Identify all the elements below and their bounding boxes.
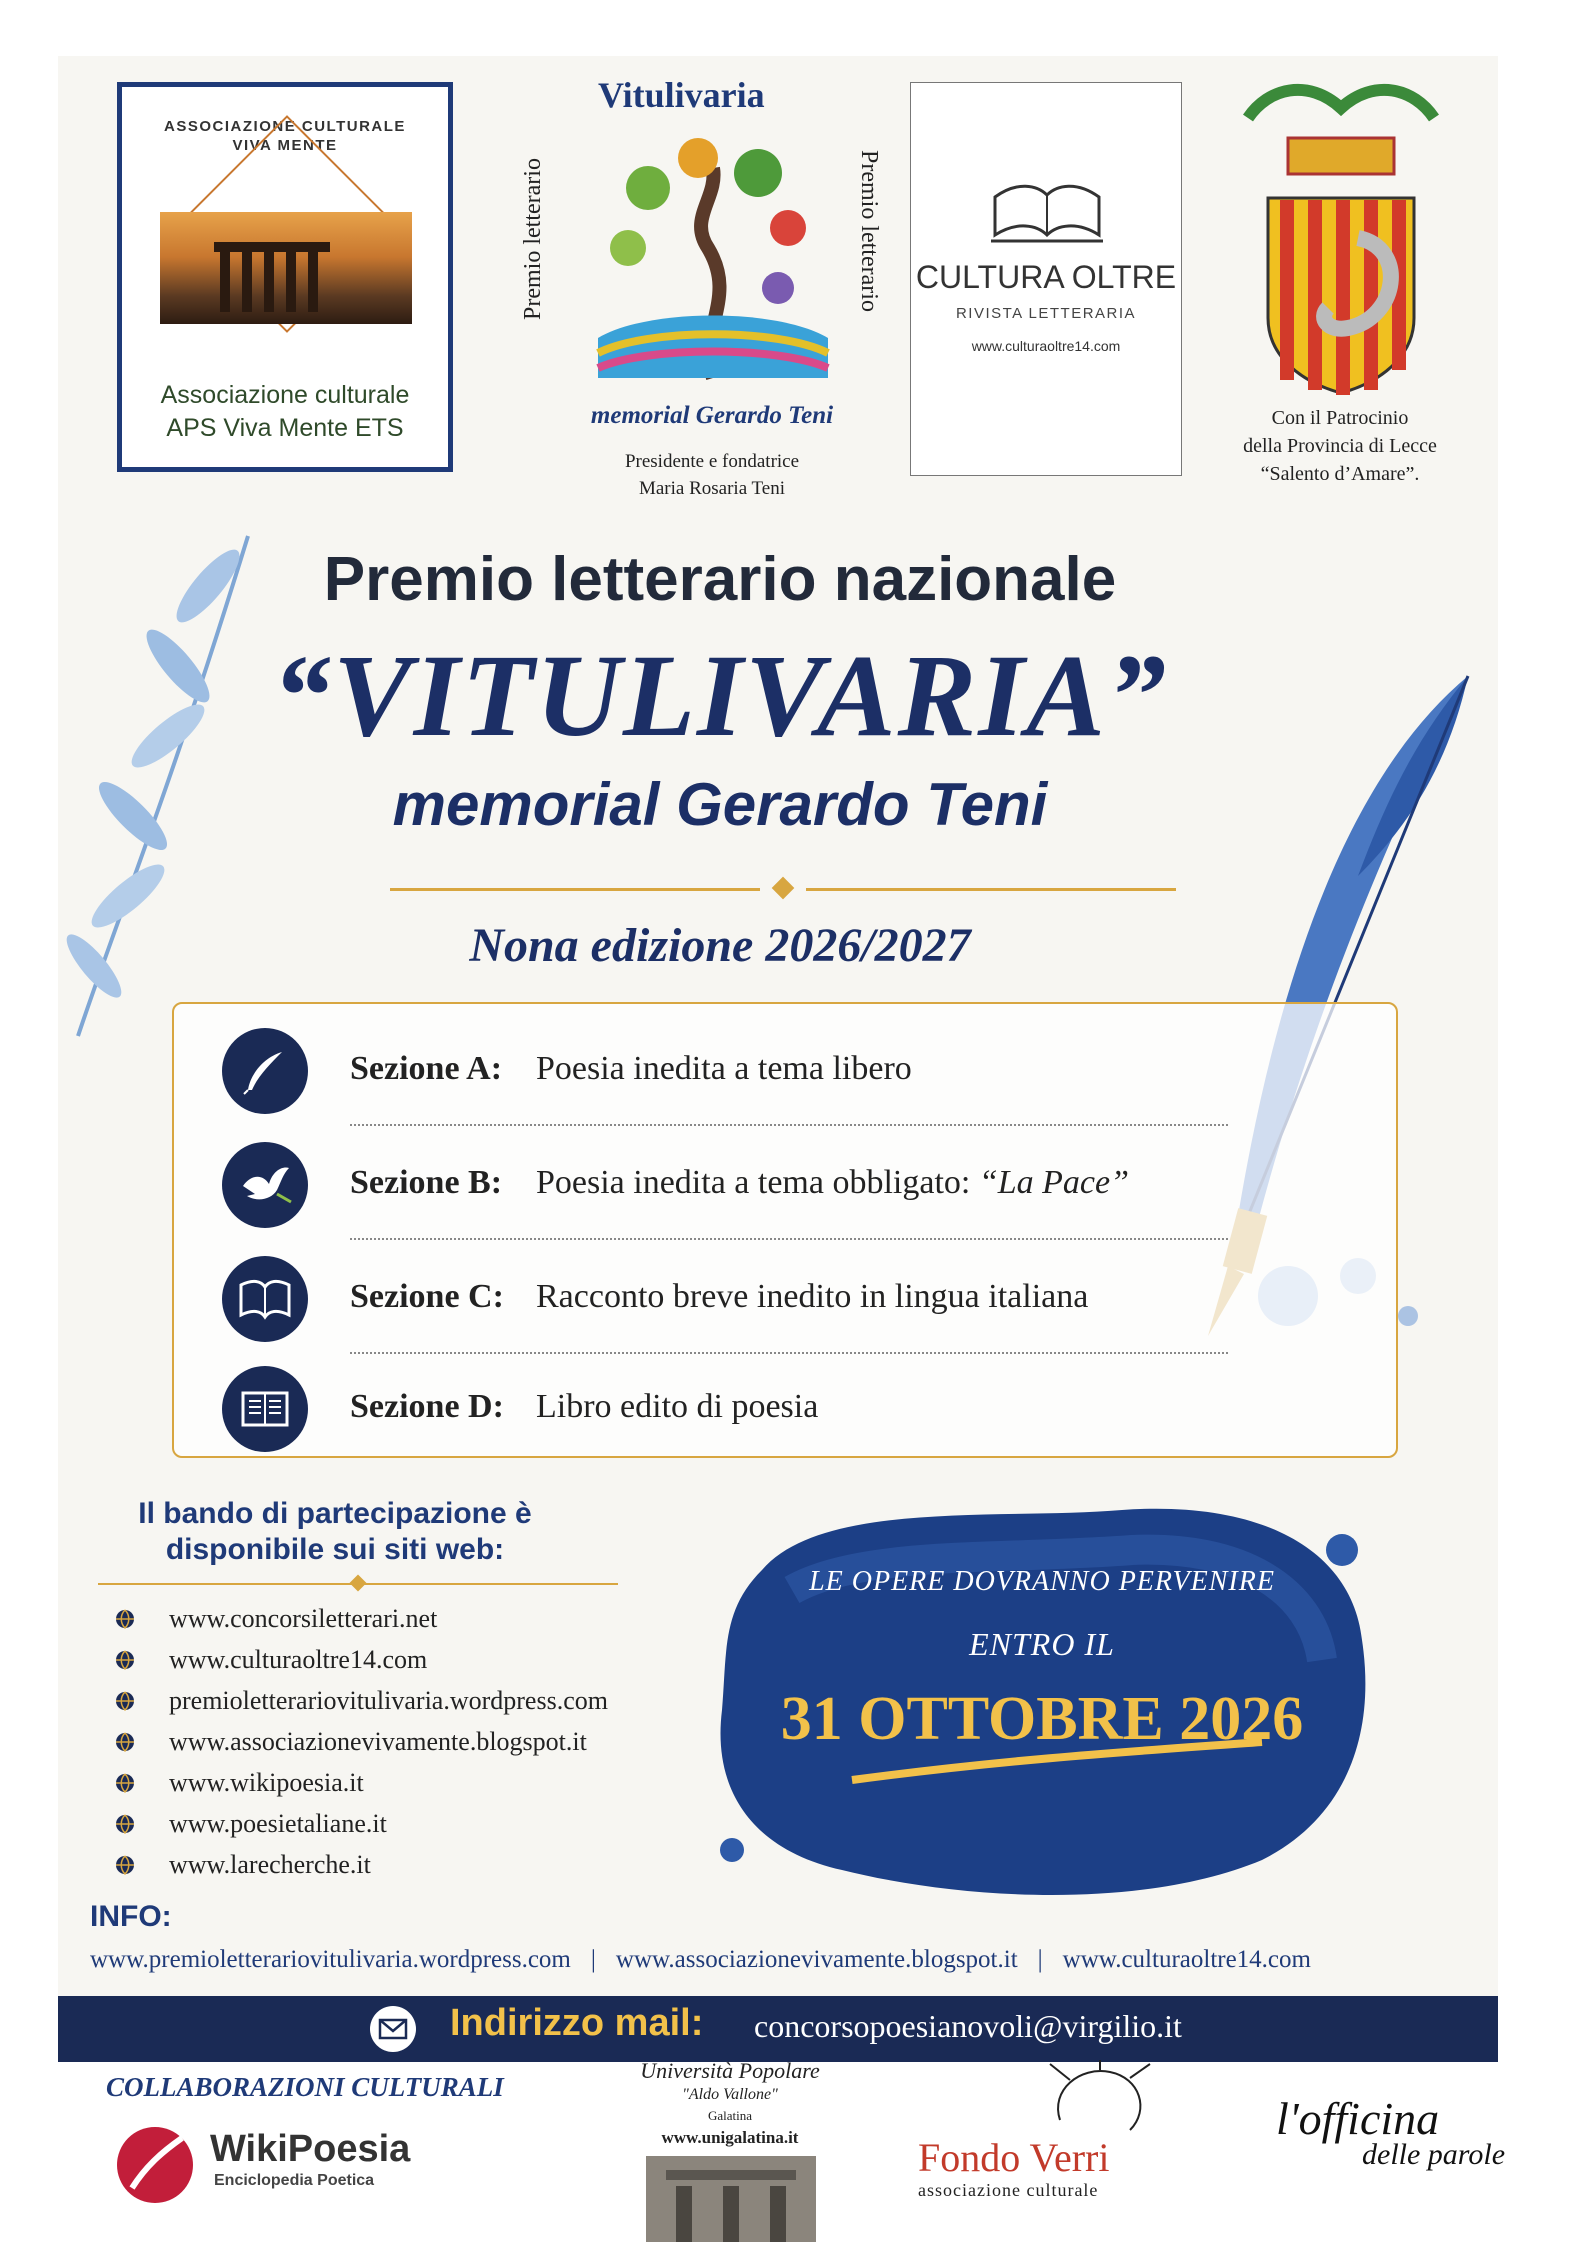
globe-icon	[114, 1813, 136, 1835]
section-row	[222, 1366, 1222, 1454]
section-c-desc: Racconto breve inedito in lingua italiana	[536, 1278, 1089, 1315]
info-separator: |	[590, 1946, 596, 1973]
vitulivaria-logo-title: Vitulivaria	[598, 75, 765, 115]
section-row	[222, 1142, 1222, 1230]
vitulivaria-side-left: Premio letterario	[520, 158, 546, 320]
patrocinio-line1: Con il Patrocinio	[1271, 407, 1409, 429]
cultura-oltre-url: www.culturaoltre14.com	[971, 338, 1121, 354]
wikipoesia-subtitle: Enciclopedia Poetica	[214, 2172, 375, 2189]
president-line2: Maria Rosaria Teni	[638, 478, 786, 499]
info-link[interactable]: www.culturaoltre14.com	[1062, 1946, 1311, 1973]
info-links	[90, 1946, 1311, 1974]
section-row	[222, 1256, 1222, 1344]
dotted-divider	[350, 1124, 1228, 1126]
gold-divider-right	[806, 888, 1176, 891]
feather-icon	[222, 1028, 308, 1114]
cultura-oltre-title: CULTURA OLTRE	[915, 259, 1177, 295]
fondo-verri-face-icon	[1040, 2060, 1160, 2140]
deadline-line1: LE OPERE DOVRANNO PERVENIRE	[809, 1566, 1275, 1597]
section-a-desc: Poesia inedita a tema libero	[536, 1050, 912, 1087]
main-title-vitulivaria: “VITULIVARIA”	[272, 630, 1168, 761]
cultura-oltre-subtitle: RIVISTA LETTERARIA	[955, 305, 1137, 322]
book-logo-icon	[987, 175, 1107, 247]
bando-heading: Il bando di partecipazione è disponibile sui siti web:	[138, 1497, 532, 1566]
temple-photo	[160, 212, 412, 324]
officina-subtitle: delle parole	[1362, 2138, 1506, 2171]
section-b-desc: Poesia inedita a tema obbligato: “La Pace”	[536, 1164, 1130, 1201]
vivamente-logo	[117, 82, 453, 472]
vivamente-name-line2: APS Viva Mente ETS	[166, 414, 404, 442]
gold-divider-left	[390, 888, 760, 891]
wikipoesia-logo-icon	[112, 2122, 198, 2208]
section-d-label: Sezione D:	[350, 1388, 504, 1425]
envelope-icon	[370, 2006, 416, 2052]
vivamente-title-line2: VIVA MENTE	[232, 137, 338, 154]
dotted-divider	[350, 1238, 1228, 1240]
wikipoesia-name: WikiPoesia	[210, 2128, 411, 2170]
uni-subname: "Aldo Vallone"	[682, 2086, 778, 2103]
globe-icon	[114, 1854, 136, 1876]
globe-icon	[114, 1690, 136, 1712]
main-title: Premio letterario nazionale	[323, 545, 1117, 614]
collab-heading: COLLABORAZIONI CULTURALI	[106, 2072, 504, 2102]
fondo-verri-name: Fondo Verri	[918, 2135, 1110, 2180]
info-link[interactable]: www.associazionevivamente.blogspot.it	[615, 1946, 1018, 1973]
vivamente-title-line1: ASSOCIAZIONE CULTURALE	[164, 118, 406, 135]
open-book-icon	[222, 1256, 308, 1342]
cultura-oltre-logo	[910, 82, 1182, 476]
uni-url: www.unigalatina.it	[661, 2128, 799, 2147]
mail-address[interactable]: concorsopoesianovoli@virgilio.it	[754, 2008, 1182, 2044]
section-d-desc: Libro edito di poesia	[536, 1388, 819, 1425]
vitulivaria-memorial: memorial Gerardo Teni	[590, 402, 834, 429]
globe-icon	[114, 1731, 136, 1753]
section-a-label: Sezione A:	[350, 1050, 503, 1087]
coat-of-arms-icon	[1228, 78, 1454, 398]
globe-icon	[114, 1649, 136, 1671]
president-line1: Presidente e fondatrice	[624, 451, 800, 472]
info-heading: INFO:	[90, 1900, 172, 1933]
patrocinio-line3: “Salento d’Amare”.	[1260, 463, 1420, 485]
deadline-line2: ENTRO IL	[969, 1626, 1115, 1662]
building-photo-icon	[646, 2156, 816, 2242]
section-row	[222, 1028, 1222, 1116]
patrocinio-line2: della Provincia di Lecce	[1243, 435, 1437, 457]
uni-city: Galatina	[707, 2108, 753, 2123]
globe-icon	[114, 1608, 136, 1630]
dove-icon	[222, 1142, 308, 1228]
dotted-divider	[350, 1352, 1228, 1354]
info-link[interactable]: www.premioletterariovitulivaria.wordpress.com	[90, 1946, 571, 1973]
fondo-verri-subtitle: associazione culturale	[918, 2180, 1099, 2200]
uni-name: Università Popolare	[640, 2058, 820, 2083]
info-separator: |	[1037, 1946, 1043, 1973]
mail-bar	[58, 1996, 1498, 2062]
book-icon	[222, 1366, 308, 1452]
globe-icon	[114, 1772, 136, 1794]
mail-label: Indirizzo mail:	[450, 2002, 704, 2044]
main-subtitle: memorial Gerardo Teni	[392, 771, 1048, 838]
section-c-label: Sezione C:	[350, 1278, 504, 1315]
edition-title: Nona edizione 2026/2027	[469, 919, 971, 972]
officina-name: l'officina	[1276, 2093, 1440, 2144]
tree-logo-icon	[588, 128, 838, 388]
vivamente-name-line1: Associazione culturale	[160, 381, 410, 409]
section-b-theme: “La Pace”	[978, 1164, 1130, 1201]
sections-box	[172, 1002, 1398, 1458]
deadline-date: 31 OTTOBRE 2026	[780, 1685, 1304, 1753]
section-b-label: Sezione B:	[350, 1164, 503, 1201]
vitulivaria-side-right: Premio letterario	[856, 150, 882, 312]
